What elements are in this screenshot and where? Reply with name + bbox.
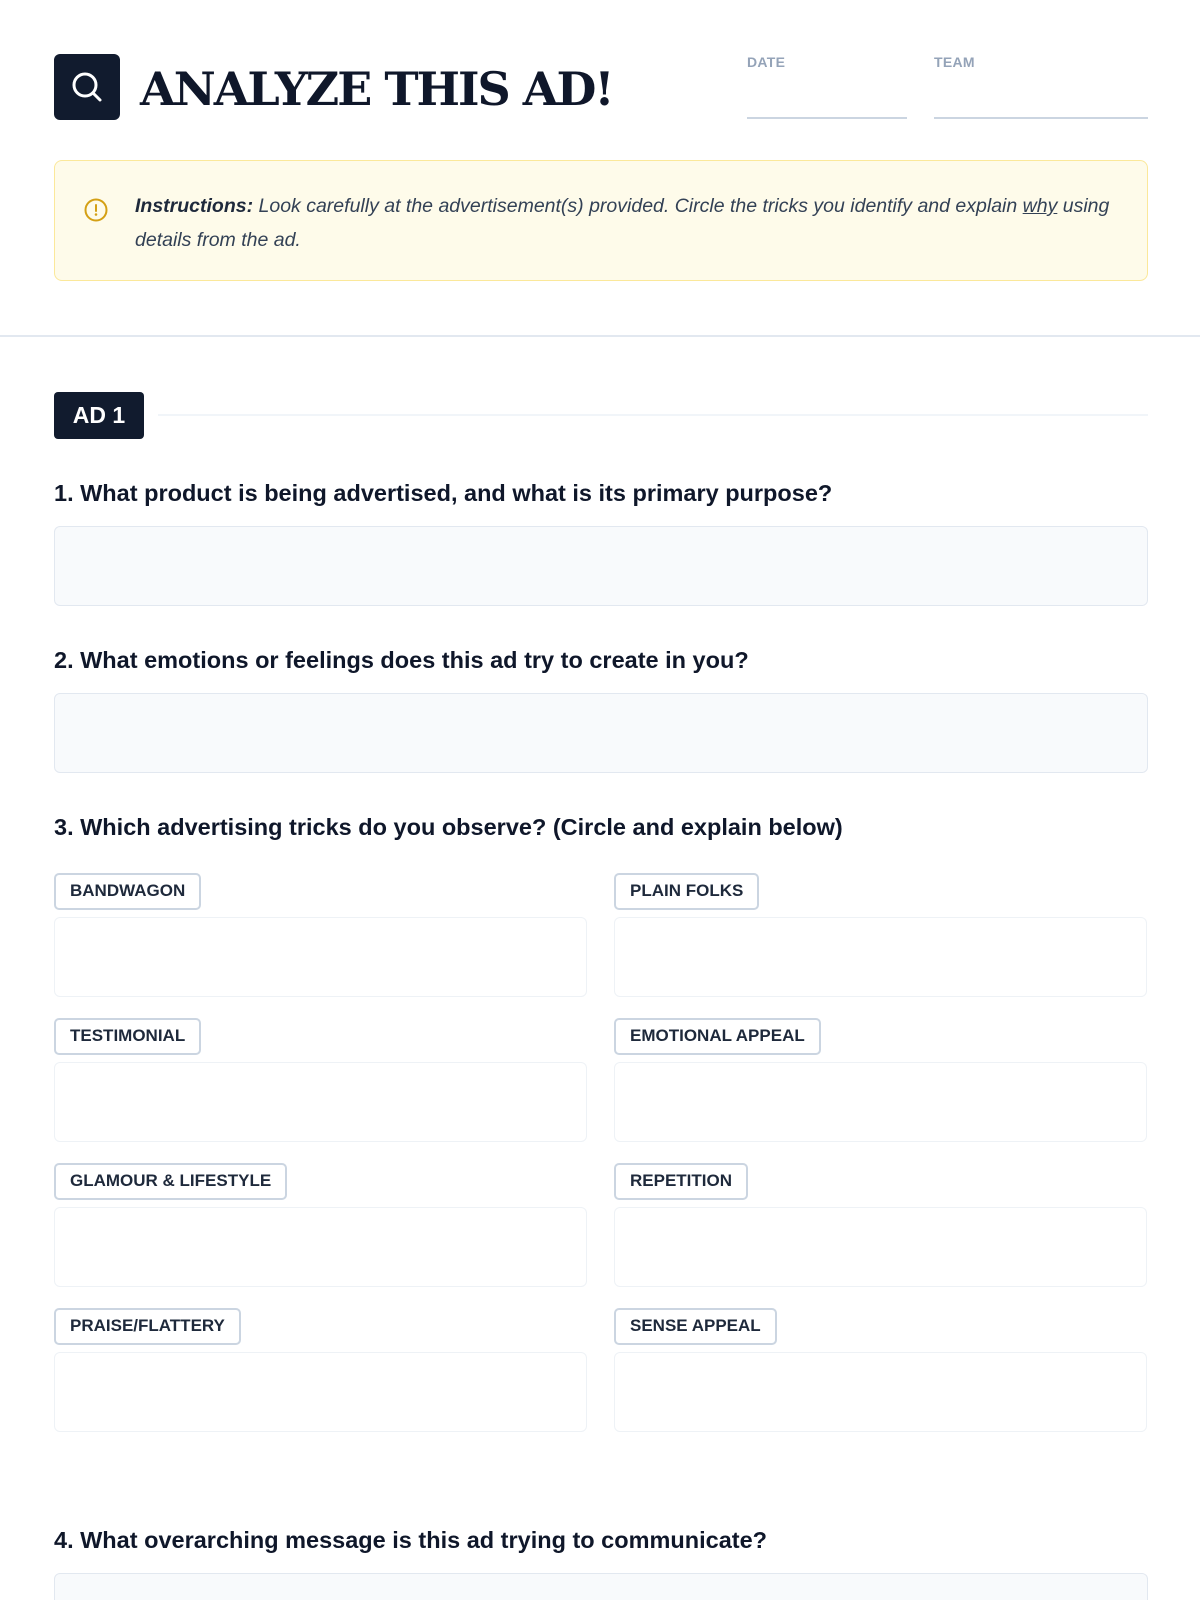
answer-box-1[interactable]	[54, 526, 1148, 606]
trick-chip-sense-appeal[interactable]: SENSE APPEAL	[614, 1308, 777, 1345]
trick-box-emotional-appeal[interactable]	[614, 1062, 1147, 1142]
trick-box-praise-flattery[interactable]	[54, 1352, 587, 1432]
trick-chip-emotional-appeal[interactable]: EMOTIONAL APPEAL	[614, 1018, 821, 1055]
trick-box-glamour-lifestyle[interactable]	[54, 1207, 587, 1287]
trick-chip-bandwagon[interactable]: BANDWAGON	[54, 873, 201, 910]
alert-circle-icon	[83, 197, 109, 228]
ad-badge: AD 1	[54, 392, 144, 439]
instructions-body: Look carefully at the advertisement(s) provided. Circle the tricks you identify and explain	[253, 195, 1023, 217]
ad-rule	[158, 414, 1148, 416]
trick-box-plain-folks[interactable]	[614, 917, 1147, 997]
answer-box-4[interactable]	[54, 1573, 1148, 1600]
instructions-tail: using details from the ad.	[135, 195, 1110, 251]
date-label: DATE	[747, 54, 786, 70]
date-underline	[747, 117, 907, 119]
section-divider	[0, 335, 1200, 337]
date-field[interactable]	[747, 54, 907, 70]
worksheet-header	[54, 54, 1148, 120]
question-1: 1. What product is being advertised, and what is its primary purpose?	[54, 480, 833, 506]
answer-box-2[interactable]	[54, 693, 1148, 773]
trick-box-sense-appeal[interactable]	[614, 1352, 1147, 1432]
team-label: TEAM	[934, 54, 975, 70]
question-4: 4. What overarching message is this ad trying to communicate?	[54, 1527, 768, 1553]
instructions-text	[135, 189, 1115, 257]
question-2: 2. What emotions or feelings does this ad try to create in you?	[54, 647, 749, 673]
team-underline	[934, 117, 1148, 119]
team-field[interactable]	[934, 54, 1148, 70]
page-title: ANALYZE THIS AD!	[140, 62, 613, 116]
trick-chip-plain-folks[interactable]: PLAIN FOLKS	[614, 873, 759, 910]
instructions-emphasis: why	[1022, 195, 1058, 217]
trick-chip-testimonial[interactable]: TESTIMONIAL	[54, 1018, 201, 1055]
trick-chip-praise-flattery[interactable]: PRAISE/FLATTERY	[54, 1308, 241, 1345]
question-3: 3. Which advertising tricks do you observe? (Circle and explain below)	[54, 814, 843, 840]
trick-chip-repetition[interactable]: REPETITION	[614, 1163, 748, 1200]
trick-chip-glamour-lifestyle[interactable]: GLAMOUR & LIFESTYLE	[54, 1163, 287, 1200]
trick-box-testimonial[interactable]	[54, 1062, 587, 1142]
trick-box-bandwagon[interactable]	[54, 917, 587, 997]
instructions-lead: Instructions:	[135, 195, 254, 217]
instructions-callout	[54, 160, 1148, 281]
trick-box-repetition[interactable]	[614, 1207, 1147, 1287]
logo-badge	[54, 54, 120, 120]
